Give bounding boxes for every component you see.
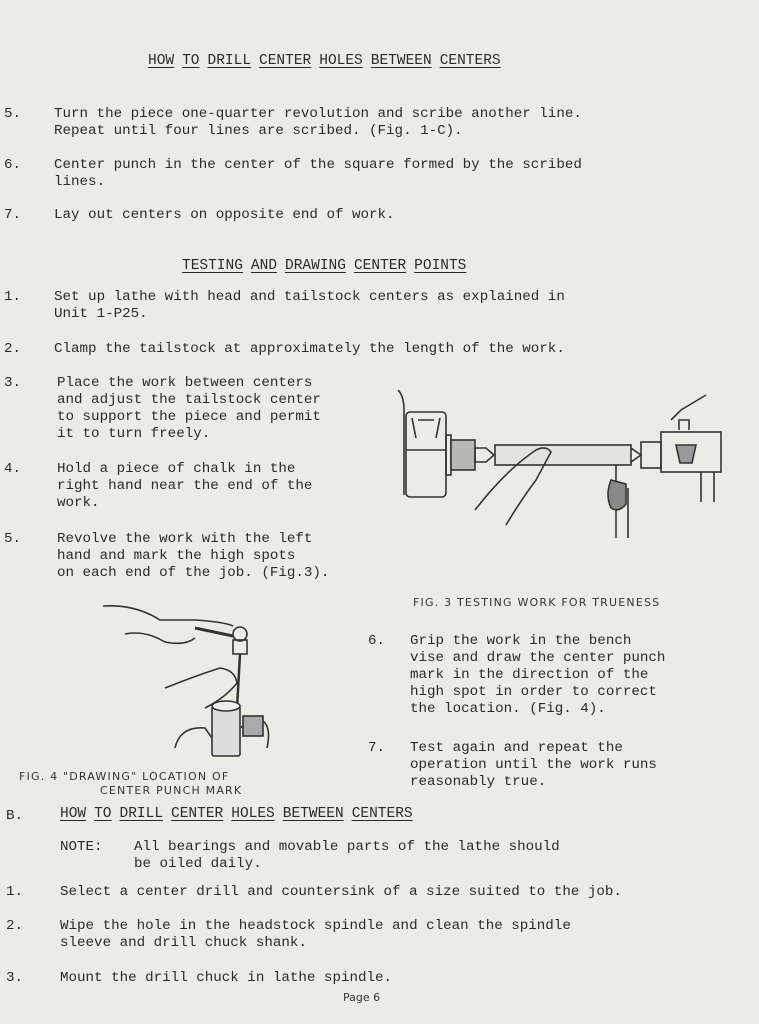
list-item — [57, 375, 321, 443]
item-line: Revolve the work with the left — [57, 531, 313, 547]
note-line: be oiled daily. — [134, 856, 262, 872]
fig4-punch-illustration — [95, 598, 295, 768]
item-line: Lay out centers on opposite end of work. — [54, 207, 395, 223]
item-number: 1. — [4, 289, 22, 305]
heading-word: TO — [182, 53, 200, 69]
heading-word: HOLES — [319, 53, 363, 69]
item-line: operation until the work runs — [410, 757, 657, 773]
list-item — [60, 884, 622, 901]
fig3-caption: FIG. 3 TESTING WORK FOR TRUENESS — [413, 596, 661, 609]
list-item — [54, 289, 565, 323]
heading-word: AND — [250, 258, 278, 274]
item-number: 5. — [4, 531, 22, 547]
heading-word: CENTER — [353, 258, 407, 274]
heading-word: CENTERS — [351, 806, 413, 822]
heading-word: HOW — [60, 806, 87, 822]
item-number: 6. — [4, 157, 22, 173]
heading-word: TO — [94, 806, 112, 822]
item-line: Repeat until four lines are scribed. (Fig. 1-C). — [54, 123, 463, 139]
item-number: 7. — [368, 740, 386, 756]
item-line: to support the piece and permit — [57, 409, 321, 425]
item-number: 2. — [6, 918, 24, 934]
item-number: 3. — [6, 970, 24, 986]
section-heading-testing — [182, 258, 474, 274]
item-line: Set up lathe with head and tailstock centers as explained in — [54, 289, 565, 305]
item-number: 6. — [368, 633, 386, 649]
item-line: Turn the piece one-quarter revolution and scribe another line. — [54, 106, 582, 122]
list-item — [54, 207, 395, 224]
item-line: lines. — [54, 174, 106, 190]
item-line: and adjust the tailstock center — [57, 392, 321, 408]
item-line: it to turn freely. — [57, 426, 211, 442]
item-number: 4. — [4, 461, 22, 477]
section-letter: B. — [6, 808, 24, 824]
item-line: high spot in order to correct — [410, 684, 657, 700]
list-item — [57, 461, 312, 512]
item-line: reasonably true. — [410, 774, 547, 790]
heading-word: CENTER — [171, 806, 224, 822]
item-number: 3. — [4, 375, 22, 391]
heading-word: CENTERS — [439, 53, 501, 69]
item-line: right hand near the end of the — [57, 478, 313, 494]
note-label: NOTE: — [60, 839, 103, 855]
list-item — [60, 970, 392, 987]
heading-word: DRILL — [207, 53, 252, 69]
item-line: vise and draw the center punch — [410, 650, 666, 666]
fig4-caption-line1: FIG. 4 "DRAWING" LOCATION OF — [19, 770, 230, 783]
fig4-caption-line2: CENTER PUNCH MARK — [100, 784, 243, 797]
item-line: Hold a piece of chalk in the — [57, 461, 296, 477]
item-line: on each end of the job. (Fig.3). — [57, 565, 330, 581]
heading-word: HOLES — [231, 806, 275, 822]
item-line: Unit 1-P25. — [54, 306, 148, 322]
heading-word: HOW — [148, 53, 175, 69]
heading-word: CENTER — [259, 53, 312, 69]
item-line: Test again and repeat the — [410, 740, 623, 756]
item-number: 5. — [4, 106, 22, 122]
item-line: mark in the direction of the — [410, 667, 649, 683]
item-line: Center punch in the center of the square formed by the scribed — [54, 157, 582, 173]
list-item — [57, 531, 329, 582]
list-item — [410, 633, 665, 718]
list-item — [54, 157, 582, 191]
note-line: All bearings and movable parts of the lathe should — [134, 839, 560, 855]
item-line: Select a center drill and countersink of a size suited to the job. — [60, 884, 622, 900]
section-heading-top — [148, 53, 509, 69]
list-item — [54, 106, 582, 140]
fig3-lathe-illustration — [396, 390, 731, 540]
heading-word: DRAWING — [285, 258, 346, 274]
item-line: work. — [57, 495, 100, 511]
note-text — [134, 839, 560, 873]
list-item — [410, 740, 657, 791]
heading-word: BETWEEN — [370, 53, 432, 69]
item-number: 2. — [4, 341, 22, 357]
page-number: Page 6 — [343, 991, 381, 1004]
item-line: Wipe the hole in the headstock spindle and clean the spindle — [60, 918, 571, 934]
list-item — [60, 918, 571, 952]
section-heading-b — [60, 806, 421, 822]
item-line: Mount the drill chuck in lathe spindle. — [60, 970, 393, 986]
item-line: Place the work between centers — [57, 375, 313, 391]
heading-word: POINTS — [414, 258, 467, 274]
item-number: 1. — [6, 884, 24, 900]
item-line: Clamp the tailstock at approximately the length of the work. — [54, 341, 565, 357]
heading-word: TESTING — [182, 258, 243, 274]
item-number: 7. — [4, 207, 22, 223]
list-item — [54, 341, 565, 358]
item-line: the location. (Fig. 4). — [410, 701, 606, 717]
heading-word: BETWEEN — [282, 806, 344, 822]
item-line: Grip the work in the bench — [410, 633, 632, 649]
item-line: sleeve and drill chuck shank. — [60, 935, 307, 951]
item-line: hand and mark the high spots — [57, 548, 296, 564]
heading-word: DRILL — [119, 806, 164, 822]
